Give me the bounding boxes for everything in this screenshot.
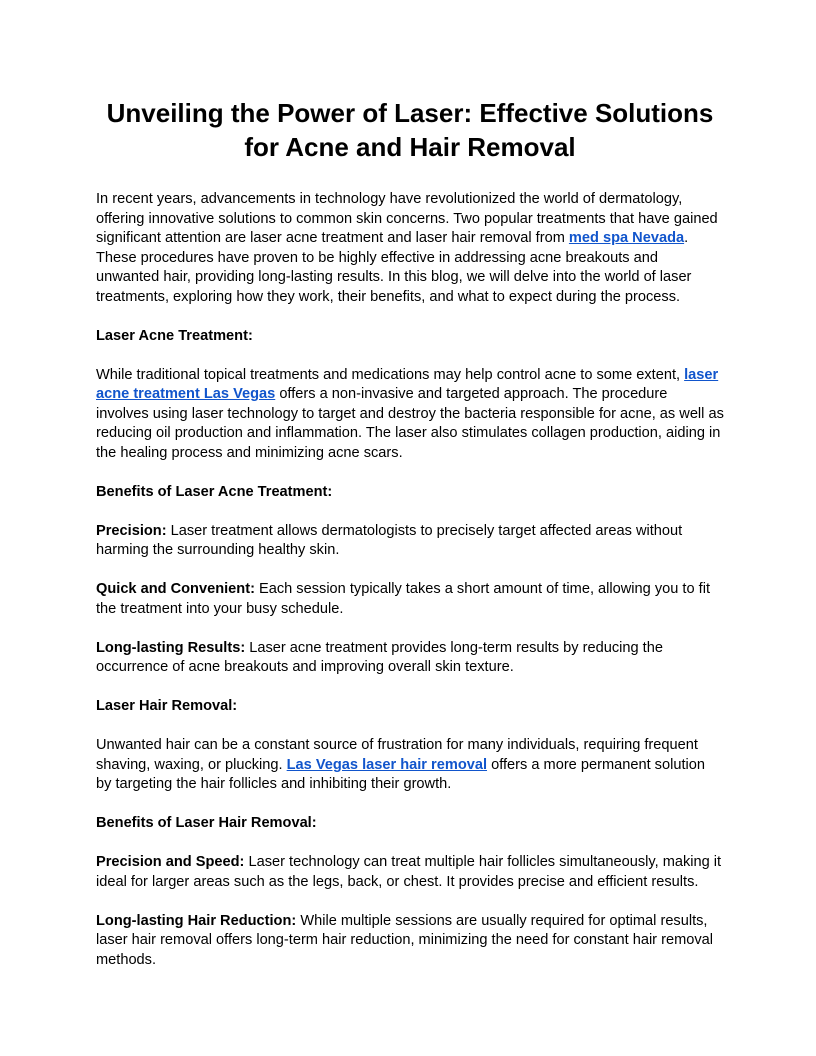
hair-benefit-long-lasting xyxy=(96,912,724,971)
benefit-text: Laser acne treatment provides long-term results by reducing the occurrence of acne breakouts and improving overall skin texture. xyxy=(96,639,663,675)
benefit-term: Long-lasting Hair Reduction: xyxy=(96,912,297,929)
acne-benefits-heading: Benefits of Laser Acne Treatment: xyxy=(96,483,333,500)
hair-benefit-precision-speed xyxy=(96,853,724,892)
intro-text-before: In recent years, advancements in technology have revolutionized the world of dermatology, offering innovative solutions to common skin concerns. Two popular treatments that have gained significant attention are laser acne treatment and laser hair removal from xyxy=(96,191,718,246)
document-title xyxy=(96,96,724,164)
benefit-term: Precision and Speed: xyxy=(96,854,245,870)
hair-text-after: offers a more permanent solution by targeting the hair follicles and inhibiting their growth. xyxy=(96,756,705,792)
benefit-text: While multiple sessions are usually required for optimal results, laser hair removal offers long-term hair reduction, minimizing the need for constant hair removal methods. xyxy=(96,912,713,968)
acne-benefit-precision xyxy=(96,522,724,561)
intro-text-after: . These procedures have proven to be highly effective in addressing acne breakouts and unwanted hair, providing long-lasting results. In this blog, we will delve into the world of laser treatments, exploring how they work, their benefits, and what to expect during the process. xyxy=(96,230,692,305)
benefit-text: Laser technology can treat multiple hair follicles simultaneously, making it ideal for larger areas such as the legs, back, or chest. It provides precise and efficient results. xyxy=(96,854,722,890)
hair-text-before: Unwanted hair can be a constant source of frustration for many individuals, requiring frequent shaving, waxing, or plucking. xyxy=(96,737,698,773)
acne-text-after: offers a non-invasive and targeted approach. The procedure involves using laser technology to target and destroy the bacteria responsible for acne, as well as reducing oil production and inflammation. The laser also stimulates collagen production, aiding in the healing process and minimizing acne scars. xyxy=(96,386,724,461)
hair-benefits-heading: Benefits of Laser Hair Removal: xyxy=(96,815,317,831)
document-page xyxy=(96,96,724,990)
hair-paragraph xyxy=(96,736,724,795)
acne-paragraph xyxy=(96,366,724,464)
acne-benefit-long-lasting xyxy=(96,639,724,678)
benefit-term: Quick and Convenient: xyxy=(96,581,255,597)
benefit-text: Laser treatment allows dermatologists to precisely target affected areas without harming the surrounding healthy skin. xyxy=(96,522,683,558)
intro-paragraph xyxy=(96,190,724,307)
laser-acne-treatment-link[interactable]: laser acne treatment Las Vegas xyxy=(96,366,719,402)
benefit-text: Each session typically takes a short amount of time, allowing you to fit the treatment into your busy schedule. xyxy=(96,581,710,617)
benefit-term: Long-lasting Results: xyxy=(96,639,246,656)
acne-section-heading: Laser Acne Treatment: xyxy=(96,327,253,344)
acne-text-before: While traditional topical treatments and medications may help control acne to some extent, xyxy=(96,366,685,383)
title-line-2: for Acne and Hair Removal xyxy=(244,132,576,162)
hair-section-heading: Laser Hair Removal: xyxy=(96,698,238,714)
med-spa-nevada-link[interactable]: med spa Nevada xyxy=(568,230,685,246)
benefit-term: Precision: xyxy=(96,522,167,539)
title-line-1: Unveiling the Power of Laser: Effective Solutions xyxy=(106,98,714,128)
acne-benefit-quick xyxy=(96,580,724,619)
laser-hair-removal-link[interactable]: Las Vegas laser hair removal xyxy=(286,756,488,773)
